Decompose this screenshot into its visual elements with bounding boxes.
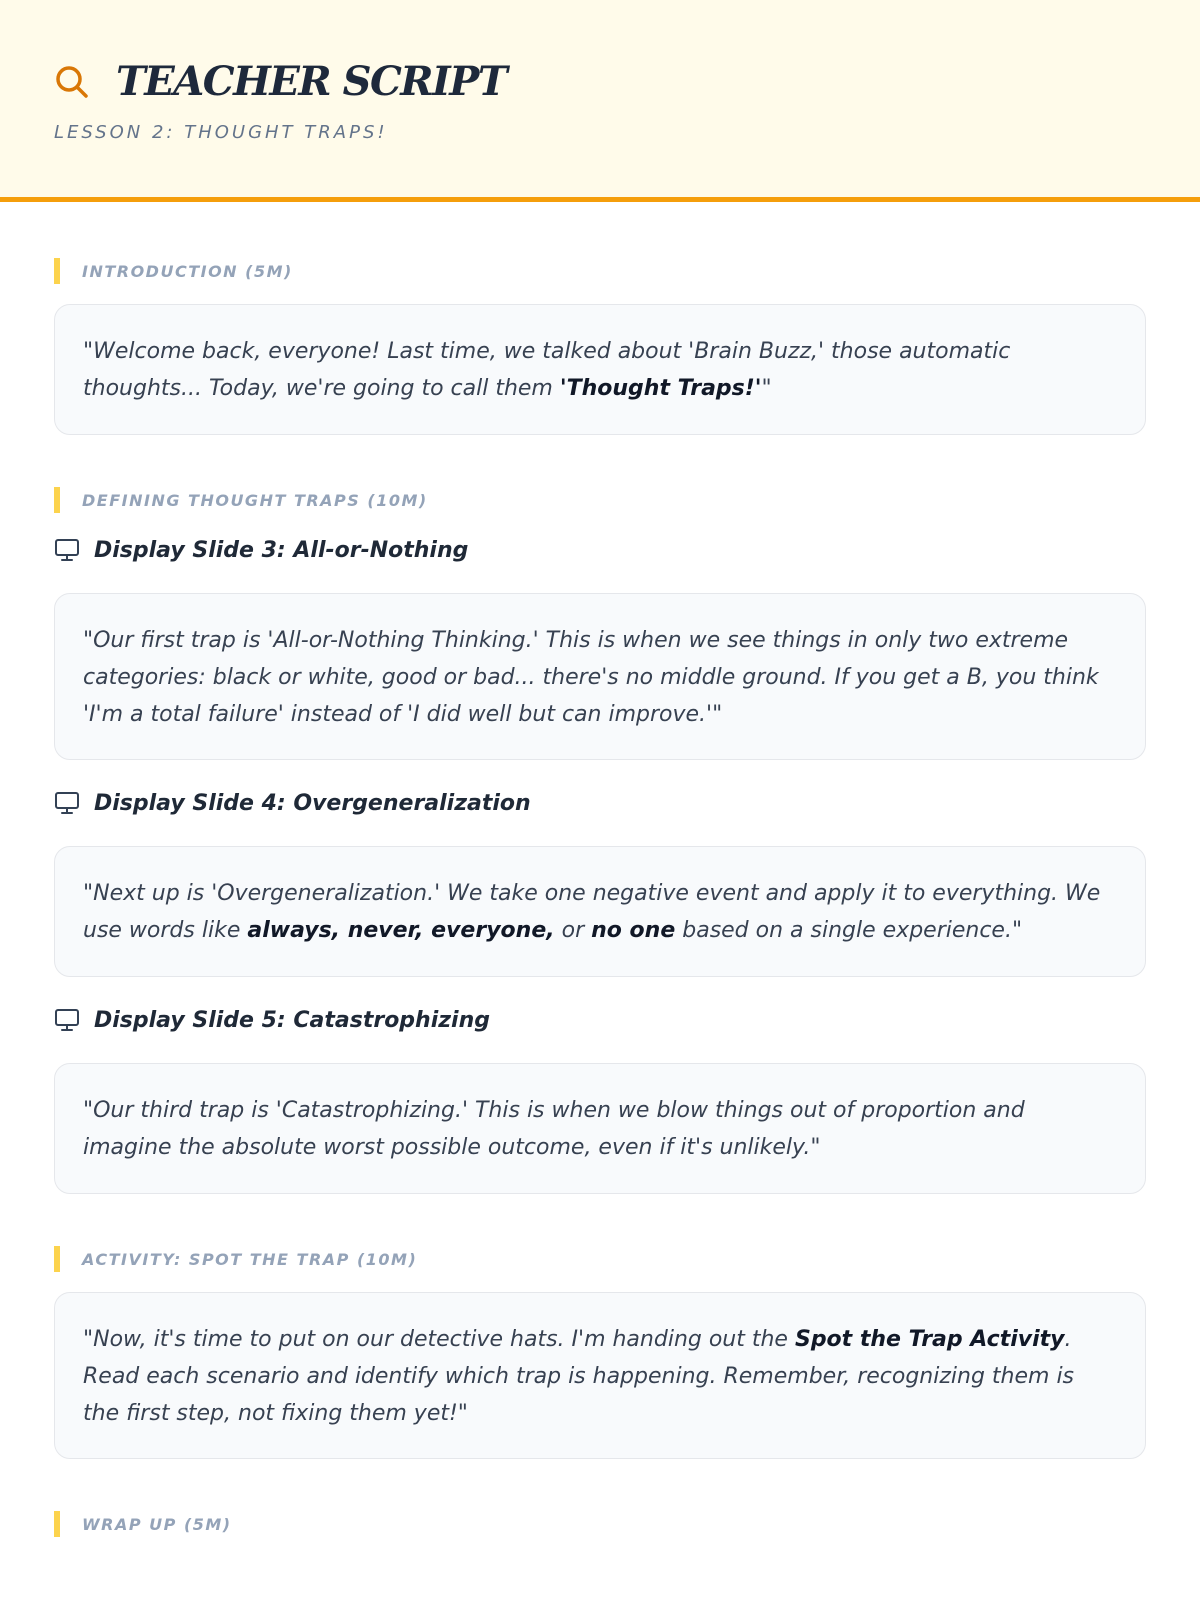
- script-card-introduction: [54, 304, 1146, 435]
- title-row: [54, 56, 1146, 108]
- slide-heading-5: [54, 1007, 1146, 1033]
- script-card-slide-4: [54, 846, 1146, 977]
- script-text: "Now, it's time to put on our detective hats. I'm handing out the: [83, 1327, 795, 1352]
- script-card-slide-5: [54, 1063, 1146, 1194]
- script-card-slide-3: [54, 593, 1146, 760]
- slide-heading-3: [54, 537, 1146, 563]
- script-text: "Our third trap is 'Catastrophizing.' This is when we blow things out of proportion and imagine the absolute worst possible outcome, even if it's unlikely.": [83, 1098, 1025, 1160]
- slide-heading-text: Display Slide 4: Overgeneralization: [94, 790, 531, 816]
- script-emphasis: 'Thought Traps!': [559, 376, 762, 401]
- slide-heading-text: Display Slide 5: Catastrophizing: [94, 1007, 491, 1033]
- section-label-defining: DEFINING THOUGHT TRAPS (10M): [54, 487, 1146, 513]
- script-text: or: [554, 918, 592, 943]
- monitor-icon: [54, 790, 80, 816]
- script-content: [0, 258, 1200, 1537]
- script-emphasis: Spot the Trap Activity: [794, 1327, 1065, 1352]
- section-label-wrap-up: WRAP UP (5M): [54, 1511, 1146, 1537]
- lesson-subtitle: LESSON 2: THOUGHT TRAPS!: [54, 122, 388, 143]
- page-title: TEACHER SCRIPT: [116, 58, 507, 105]
- script-text: ": [761, 376, 772, 401]
- script-text: "Our first trap is 'All-or-Nothing Thinking.' This is when we see things in only two extreme categories: black or white, good or bad... there's no middle ground. If you get a B, you think 'I'm a total failure' instead of 'I did well but can improve.'": [83, 628, 1099, 727]
- page-header: [0, 0, 1200, 202]
- script-card-activity: [54, 1292, 1146, 1459]
- search-icon: [54, 64, 90, 100]
- monitor-icon: [54, 1007, 80, 1033]
- script-emphasis: no one: [591, 918, 676, 943]
- script-text: based on a single experience.": [675, 918, 1023, 943]
- monitor-icon: [54, 537, 80, 563]
- section-label-introduction: INTRODUCTION (5M): [54, 258, 1146, 284]
- slide-heading-text: Display Slide 3: All-or-Nothing: [94, 537, 469, 563]
- script-text: . Read each scenario and identify which trap is happening. Remember, recognizing them is the first step, not fixing them yet!": [83, 1327, 1075, 1426]
- slide-heading-4: [54, 790, 1146, 816]
- section-label-activity: ACTIVITY: SPOT THE TRAP (10M): [54, 1246, 1146, 1272]
- script-emphasis: always, never, everyone,: [247, 918, 555, 943]
- script-text: "Next up is 'Overgeneralization.' We take one negative event and apply it to everything. We use words like: [83, 881, 1101, 943]
- script-text: "Welcome back, everyone! Last time, we talked about 'Brain Buzz,' those automatic thoughts... Today, we're going to call them: [83, 339, 1011, 401]
